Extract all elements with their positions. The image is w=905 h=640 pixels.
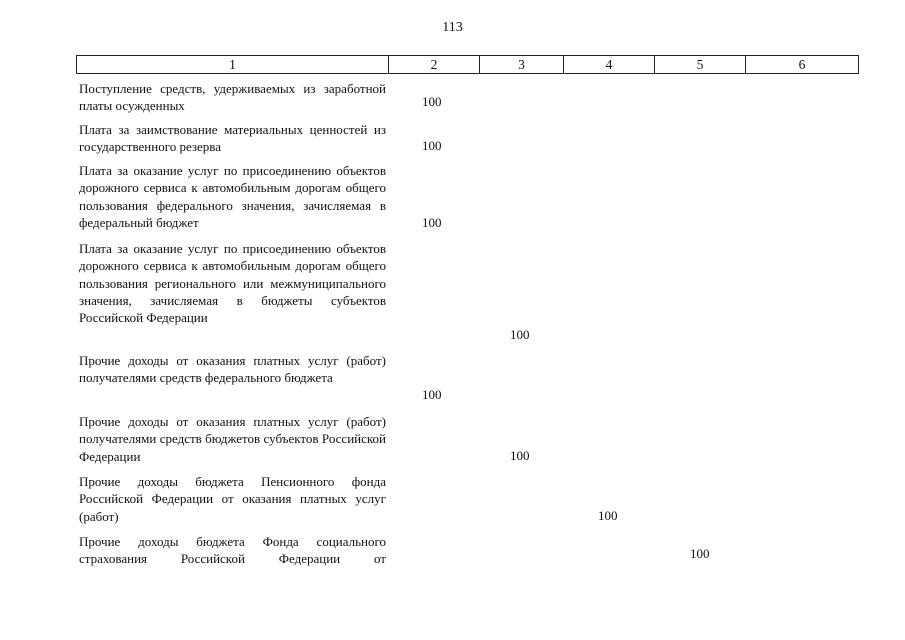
column-header-4: 4 (564, 56, 655, 74)
page-number: 113 (442, 20, 463, 35)
row-description: Плата за оказание услуг по присоединению объектов дорожного сервиса к автомобильным дорогам общего пользования федерального значения, зачисляемая в федеральный бюджет (79, 163, 386, 230)
row-description: Плата за заимствование материальных ценностей из государственного резерва (79, 122, 386, 155)
row-value: 100 (510, 448, 530, 463)
row-value: 100 (422, 387, 442, 402)
row-value: 100 (422, 215, 442, 230)
row-value: 100 (598, 508, 618, 523)
column-header-6: 6 (746, 56, 859, 74)
row-value: 100 (422, 138, 442, 153)
row-description: Прочие доходы бюджета Пенсионного фонда Российской Федерации от оказания платных услуг (работ) (79, 474, 386, 524)
column-header-row (77, 56, 859, 74)
row-description: Поступление средств, удерживаемых из заработной платы осужденных (79, 81, 386, 114)
row-description: Плата за оказание услуг по присоединению объектов дорожного сервиса к автомобильным дорогам общего пользования регионального или межмуниципального значения, зачисляемая в бюджеты субъектов Российской Федерации (79, 241, 386, 326)
row-description: Прочие доходы бюджета Фонда социального страхования Российской Федерации от (79, 534, 386, 567)
row-description: Прочие доходы от оказания платных услуг (работ) получателями средств бюджетов субъектов Российской Федерации (79, 414, 386, 464)
row-value: 100 (690, 546, 710, 561)
column-header-3: 3 (480, 56, 564, 74)
row-value: 100 (510, 327, 530, 342)
row-value: 100 (422, 94, 442, 109)
column-header-table (76, 55, 859, 74)
row-description: Прочие доходы от оказания платных услуг (работ) получателями средств федерального бюджета (79, 353, 386, 386)
column-header-2: 2 (389, 56, 480, 74)
column-header-5: 5 (655, 56, 746, 74)
column-header-1: 1 (77, 56, 389, 74)
